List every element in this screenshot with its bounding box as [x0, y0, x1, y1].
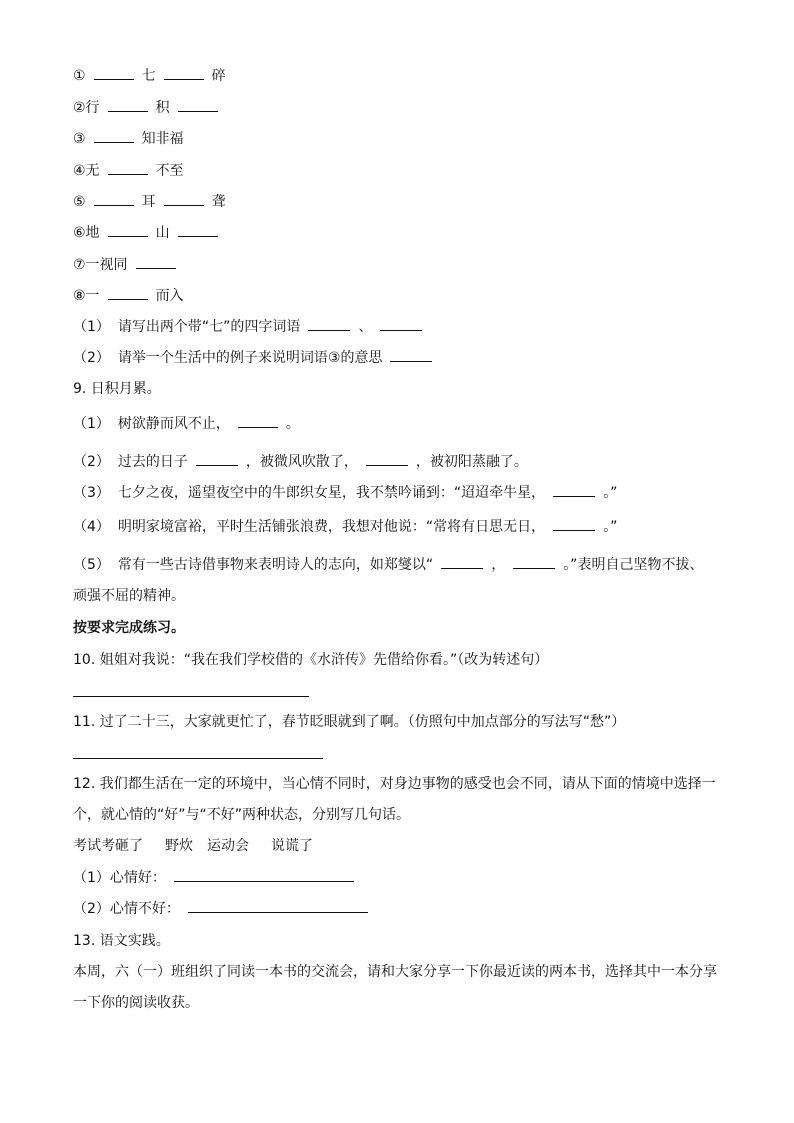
- idiom-char: 山: [155, 225, 170, 241]
- sub-question-1: [73, 318, 422, 336]
- q12-options: [73, 837, 313, 855]
- idiom-char: 不至: [155, 163, 184, 179]
- idiom-char: 知非福: [141, 131, 184, 147]
- mood-label: （2）心情不好：: [73, 901, 180, 917]
- answer-blank[interactable]: [174, 869, 354, 882]
- idiom-2: [73, 99, 218, 117]
- scenario-option: 考试考砸了: [73, 838, 143, 854]
- q12-bad-mood: [73, 900, 368, 918]
- idiom-4: [73, 162, 184, 180]
- q12-line-1: 12. 我们都生活在一定的环境中，当心情不同时，对身边事物的感受也会不同，请从下面的情境中选择一: [73, 776, 716, 792]
- answer-blank[interactable]: [380, 318, 422, 331]
- q9-part-2: [73, 453, 528, 471]
- answer-blank[interactable]: [308, 318, 350, 331]
- scenario-option: 野炊: [165, 838, 193, 854]
- answer-line[interactable]: [73, 696, 309, 697]
- answer-blank[interactable]: [366, 453, 408, 466]
- q13-line-1: 本周，六（一）班组织了同读一本书的交流会，请和大家分享一下你最近读的两本书，选择其中一本分享: [73, 964, 717, 980]
- idiom-7: [73, 256, 176, 274]
- part-number: （4）: [73, 519, 110, 535]
- answer-blank[interactable]: [94, 130, 134, 143]
- idiom-number: ①: [73, 68, 86, 84]
- part-text: 过去的日子: [117, 454, 188, 470]
- answer-blank[interactable]: [188, 900, 368, 913]
- answer-blank[interactable]: [513, 556, 555, 569]
- q12-good-mood: [73, 869, 354, 887]
- scenario-option: 说谎了: [271, 838, 313, 854]
- part-number: （3）: [73, 485, 110, 501]
- mood-label: （1）心情好：: [73, 870, 166, 886]
- part-text: 明明家境富裕，平时生活铺张浪费，我想对他说：“常将有日思无日，: [117, 519, 546, 535]
- idiom-number: ⑧一: [73, 288, 100, 304]
- idiom-char: 七: [141, 68, 156, 84]
- part-text: 树欲静而风不止，: [117, 416, 230, 432]
- answer-line[interactable]: [73, 758, 323, 759]
- q12-line-2: 个，就心情的“好”与“不好”两种状态，分别写几句话。: [73, 807, 411, 823]
- part-text: ，被初阳蒸融了。: [415, 454, 528, 470]
- part-text: 。”: [603, 485, 618, 501]
- q9-part-5: [73, 556, 703, 574]
- answer-blank[interactable]: [441, 556, 483, 569]
- idiom-number: ④无: [73, 163, 100, 179]
- q11-text: 11. 过了二十三，大家就更忙了，春节眨眼就到了啊。（仿照句中加点部分的写法写“愁”）: [73, 714, 626, 730]
- answer-blank[interactable]: [178, 99, 218, 112]
- idiom-6: [73, 224, 218, 242]
- sub-number: （2）: [73, 350, 110, 366]
- answer-blank[interactable]: [108, 224, 148, 237]
- answer-blank[interactable]: [178, 224, 218, 237]
- idiom-5: [73, 193, 226, 211]
- q9-part-5-continued: 顽强不屈的精神。: [73, 588, 185, 604]
- part-text: 七夕之夜，遥望夜空中的牛郎织女星，我不禁吟诵到：“迢迢牵牛星，: [117, 485, 546, 501]
- idiom-char: 聋: [211, 194, 226, 210]
- answer-blank[interactable]: [108, 162, 148, 175]
- part-text: 常有一些古诗借事物来表明诗人的志向，如郑燮以“: [117, 557, 434, 573]
- answer-blank[interactable]: [196, 453, 238, 466]
- idiom-number: ③: [73, 131, 86, 147]
- part-number: （2）: [73, 454, 110, 470]
- q9-part-3: [73, 484, 617, 502]
- idiom-number: ⑤: [73, 194, 86, 210]
- answer-blank[interactable]: [164, 67, 204, 80]
- q9-part-4: [73, 518, 617, 536]
- section-heading: 按要求完成练习。: [73, 620, 185, 636]
- idiom-number: ⑦一视同: [73, 257, 128, 273]
- idiom-3: [73, 130, 184, 148]
- part-text: ，被微风吹散了，: [245, 454, 358, 470]
- q13-line-2: 一下你的阅读收获。: [73, 995, 199, 1011]
- separator: 、: [358, 319, 373, 335]
- answer-blank[interactable]: [108, 99, 148, 112]
- sub-question-2: [73, 349, 432, 367]
- idiom-char: 耳: [141, 194, 156, 210]
- sub-text: 请举一个生活中的例子来说明词语③的意思: [117, 350, 383, 366]
- answer-blank[interactable]: [94, 67, 134, 80]
- answer-blank[interactable]: [553, 518, 595, 531]
- sub-text: 请写出两个带“七”的四字词语: [117, 319, 301, 335]
- part-text: 。”表明自己坚物不拔、: [563, 557, 704, 573]
- q10-text: 10. 姐姐对我说：“我在我们学校借的《水浒传》先借给你看。”（改为转述句）: [73, 652, 549, 668]
- idiom-number: ⑥地: [73, 225, 100, 241]
- q9-part-1: [73, 415, 300, 433]
- sub-number: （1）: [73, 319, 110, 335]
- q13-title: 13. 语文实践。: [73, 933, 170, 949]
- answer-blank[interactable]: [108, 287, 148, 300]
- idiom-number: ②行: [73, 100, 100, 116]
- idiom-char: 碎: [211, 68, 226, 84]
- part-text: ，: [491, 557, 506, 573]
- scenario-option: 运动会: [207, 838, 249, 854]
- part-number: （5）: [73, 557, 110, 573]
- part-text: 。”: [603, 519, 618, 535]
- answer-blank[interactable]: [553, 484, 595, 497]
- answer-blank[interactable]: [238, 415, 278, 428]
- answer-blank[interactable]: [94, 193, 134, 206]
- part-text: 。: [285, 416, 300, 432]
- answer-blank[interactable]: [164, 193, 204, 206]
- idiom-8: [73, 287, 184, 305]
- idiom-char: 积: [155, 100, 170, 116]
- answer-blank[interactable]: [136, 256, 176, 269]
- idiom-char: 而入: [155, 288, 184, 304]
- answer-blank[interactable]: [390, 349, 432, 362]
- q9-title: 9. 日积月累。: [73, 381, 161, 397]
- idiom-1: [73, 67, 226, 85]
- part-number: （1）: [73, 416, 110, 432]
